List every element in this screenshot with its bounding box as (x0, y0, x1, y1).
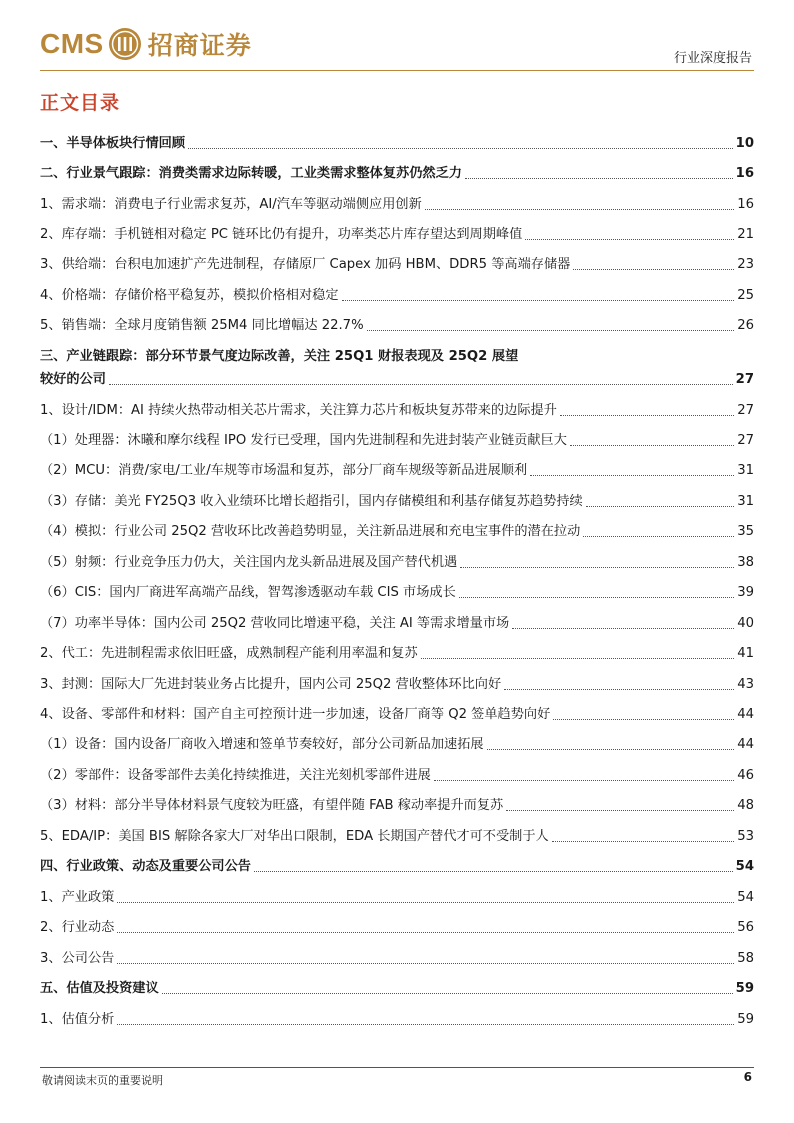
toc-dot-leader (583, 536, 734, 537)
toc-entry-title: 4、设备、零部件和材料：国产自主可控预计进一步加速，设备厂商等 Q2 签单趋势向好 (40, 707, 551, 722)
toc-entry[interactable] (40, 609, 754, 633)
toc-entry[interactable] (40, 487, 754, 511)
toc-entry-page: 27 (737, 403, 754, 418)
toc-dot-leader (109, 384, 733, 385)
toc-entry[interactable] (40, 129, 754, 153)
logo-text-cms: CMS (40, 28, 104, 59)
toc-entry-page: 10 (735, 136, 754, 151)
toc-entry-title: （5）射频：行业竞争压力仍大，关注国内龙头新品进展及国产替代机遇 (40, 555, 458, 570)
toc-entry-title: 二、行业景气跟踪：消费类需求边际转暖，工业类需求整体复苏仍然乏力 (40, 166, 462, 181)
header-divider (40, 70, 754, 71)
company-logo (40, 26, 252, 62)
toc-dot-leader (434, 780, 734, 781)
toc-entry-title: 2、代工：先进制程需求依旧旺盛，成熟制程产能利用率温和复苏 (40, 646, 418, 661)
toc-dot-leader (460, 567, 734, 568)
toc-entry[interactable] (40, 517, 754, 541)
toc-entry-page: 27 (737, 433, 754, 448)
toc-entry[interactable] (40, 974, 754, 998)
footer-divider (40, 1067, 754, 1068)
toc-dot-leader (117, 902, 734, 903)
toc-entry-title: （3）存储：美光 FY25Q3 收入业绩环比增长超指引，国内存储模组和利基存储复苏趋势持续 (40, 494, 583, 509)
toc-entry-page: 25 (737, 288, 754, 303)
toc-entry-title: （2）零部件：设备零部件去美化持续推进，关注光刻机零部件进展 (40, 768, 431, 783)
toc-dot-leader (117, 932, 734, 933)
toc-entry-title: 1、估值分析 (40, 1012, 115, 1027)
toc-entry-title: 1、设计/IDM：AI 持续火热带动相关芯片需求，关注算力芯片和板块复苏带来的边际提升 (40, 403, 557, 418)
toc-entry-page: 44 (737, 707, 754, 722)
toc-entry-page: 31 (737, 494, 754, 509)
logo-emblem-icon (108, 27, 142, 61)
toc-entry-title: 五、估值及投资建议 (40, 981, 159, 996)
toc-entry-page: 54 (737, 890, 754, 905)
toc-entry[interactable] (40, 791, 754, 815)
toc-dot-leader (117, 1024, 734, 1025)
toc-entry-page: 58 (737, 951, 754, 966)
toc-entry-page: 26 (737, 318, 754, 333)
toc-entry-title: 一、半导体板块行情回顾 (40, 136, 186, 151)
toc-entry-title: 3、封测：国际大厂先进封装业务占比提升，国内公司 25Q2 营收整体环比向好 (40, 677, 502, 692)
toc-entry-page: 31 (737, 463, 754, 478)
toc-entry[interactable] (40, 883, 754, 907)
toc-entry-title: （6）CIS：国内厂商进军高端产品线，智驾渗透驱动车载 CIS 市场成长 (40, 585, 456, 600)
toc-dot-leader (421, 658, 735, 659)
toc-entry-title: 1、需求端：消费电子行业需求复苏，AI/汽车等驱动端侧应用创新 (40, 197, 422, 212)
toc-entry[interactable] (40, 578, 754, 602)
toc-entry-page: 35 (737, 524, 754, 539)
toc-dot-leader (117, 963, 734, 964)
toc-entry-title: 1、产业政策 (40, 890, 115, 905)
toc-entry-title: 2、行业动态 (40, 920, 115, 935)
toc-entry[interactable] (40, 426, 754, 450)
toc-entry-page: 27 (735, 372, 754, 387)
toc-title: 正文目录 (40, 92, 121, 114)
toc-entry[interactable] (40, 311, 754, 335)
toc-dot-leader (254, 871, 733, 872)
toc-dot-leader (367, 330, 735, 331)
toc-entry-title: 3、公司公告 (40, 951, 115, 966)
toc-dot-leader (425, 209, 734, 210)
toc-dot-leader (560, 415, 734, 416)
toc-entry[interactable] (40, 281, 754, 305)
toc-dot-leader (188, 148, 733, 149)
toc-entry-title: （4）模拟：行业公司 25Q2 营收环比改善趋势明显，关注新品进展和充电宝事件的潜在拉动 (40, 524, 581, 539)
toc-dot-leader (162, 993, 733, 994)
toc-entry-title: 较好的公司 (40, 372, 106, 387)
toc-dot-leader (465, 178, 733, 179)
toc-dot-leader (573, 269, 734, 270)
toc-entry-page: 39 (737, 585, 754, 600)
toc-entry-page: 54 (735, 859, 754, 874)
toc-dot-leader (525, 239, 734, 240)
toc-entry-title: （1）设备：国内设备厂商收入增速和签单节奏较好，部分公司新品加速拓展 (40, 737, 484, 752)
toc-entry-page: 23 (737, 257, 754, 272)
page-header (0, 0, 794, 72)
toc-entry[interactable] (40, 944, 754, 968)
toc-dot-leader (552, 841, 734, 842)
toc-entry[interactable] (40, 761, 754, 785)
toc-dot-leader (586, 506, 735, 507)
logo-text-cn: 招商证券 (147, 31, 252, 60)
toc-entry-title: 5、EDA/IP：美国 BIS 解除各家大厂对华出口限制，EDA 长期国产替代才可不受制于人 (40, 829, 549, 844)
toc-entry[interactable] (40, 1005, 754, 1029)
toc-entry[interactable] (40, 822, 754, 846)
toc-entry-page: 38 (737, 555, 754, 570)
toc-entry-page: 41 (737, 646, 754, 661)
toc-entry-page: 44 (737, 737, 754, 752)
toc-entry[interactable] (40, 342, 754, 366)
toc-dot-leader (553, 719, 734, 720)
toc-entry-title: 4、价格端：存储价格平稳复苏，模拟价格相对稳定 (40, 288, 339, 303)
toc-entry-page: 21 (737, 227, 754, 242)
toc-dot-leader (342, 300, 735, 301)
toc-entry-page: 40 (737, 616, 754, 631)
toc-entry-title: 四、行业政策、动态及重要公司公告 (40, 859, 251, 874)
toc-entry-page: 48 (737, 798, 754, 813)
toc-dot-leader (459, 597, 734, 598)
toc-entry[interactable] (40, 670, 754, 694)
report-type-label: 行业深度报告 (673, 51, 752, 66)
toc-entry-title: （7）功率半导体：国内公司 25Q2 营收同比增速平稳，关注 AI 等需求增量市场 (40, 616, 510, 631)
toc-entry[interactable] (40, 365, 754, 389)
toc-entry-page: 53 (737, 829, 754, 844)
toc-entry[interactable] (40, 639, 754, 663)
toc-dot-leader (487, 749, 735, 750)
toc-entry-title: 3、供给端：台积电加速扩产先进制程，存储原厂 Capex 加码 HBM、DDR5 等高端存储器 (40, 257, 571, 272)
toc-entry-page: 46 (737, 768, 754, 783)
toc-entry[interactable] (40, 852, 754, 876)
toc-entry-title: 三、产业链跟踪：部分环节景气度边际改善，关注 25Q1 财报表现及 25Q2 展望 (40, 349, 519, 364)
toc-entry[interactable] (40, 730, 754, 754)
toc-dot-leader (570, 445, 734, 446)
toc-entry-title: （2）MCU：消费/家电/工业/车规等市场温和复苏，部分厂商车规级等新品进展顺利 (40, 463, 528, 478)
toc-dot-leader (506, 810, 734, 811)
toc-dot-leader (512, 628, 734, 629)
toc-entry[interactable] (40, 250, 754, 274)
toc-entry-title: 5、销售端：全球月度销售额 25M4 同比增幅达 22.7% (40, 318, 364, 333)
toc-dot-leader (530, 475, 734, 476)
toc-entry[interactable] (40, 700, 754, 724)
footer-disclaimer: 敬请阅读末页的重要说明 (42, 1074, 163, 1087)
toc-entry[interactable] (40, 396, 754, 420)
toc-entry-title: 2、库存端：手机链相对稳定 PC 链环比仍有提升，功率类芯片库存望达到周期峰值 (40, 227, 523, 242)
toc-entry[interactable] (40, 456, 754, 480)
toc-entry-page: 43 (737, 677, 754, 692)
toc-entry[interactable] (40, 159, 754, 183)
toc-entry-page: 16 (735, 166, 754, 181)
toc-entry-page: 59 (735, 981, 754, 996)
toc-entry-title: （1）处理器：沐曦和摩尔线程 IPO 发行已受理，国内先进制程和先进封装产业链贡献巨大 (40, 433, 567, 448)
toc-entry[interactable] (40, 190, 754, 214)
toc-entry[interactable] (40, 548, 754, 572)
toc-entry-title: （3）材料：部分半导体材料景气度较为旺盛，有望伴随 FAB 稼动率提升而复苏 (40, 798, 504, 813)
toc-entry[interactable] (40, 220, 754, 244)
toc-entry-page: 59 (737, 1012, 754, 1027)
toc-entry-page: 16 (737, 197, 754, 212)
toc-dot-leader (504, 689, 734, 690)
toc-entry-page: 56 (737, 920, 754, 935)
toc-entry[interactable] (40, 913, 754, 937)
page-number: 6 (743, 1070, 752, 1084)
